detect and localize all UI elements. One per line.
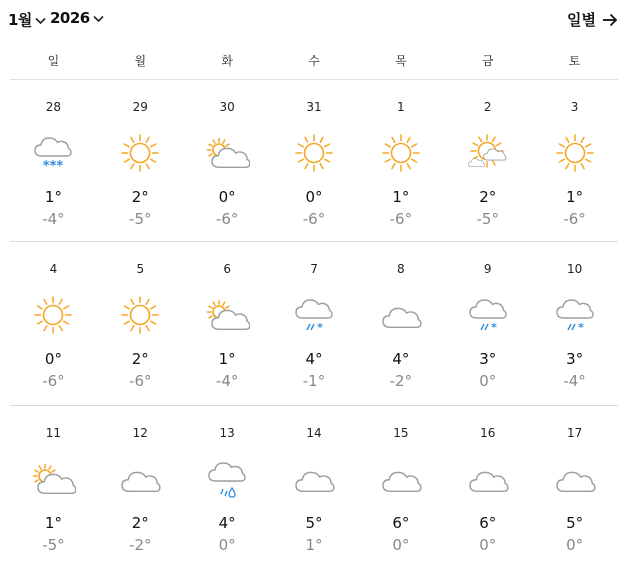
day-date: 6 (223, 262, 231, 276)
weekday-label: 월 (134, 54, 147, 68)
svg-text:*: * (490, 321, 497, 334)
high-temp: 4° (218, 514, 236, 532)
day-cell[interactable] (10, 244, 97, 405)
weekday-label: 일 (47, 54, 60, 68)
day-date: 7 (310, 262, 318, 276)
day-date: 31 (306, 100, 322, 114)
calendar-week-row (10, 408, 618, 568)
day-date: 13 (219, 426, 235, 440)
high-temp: 5° (566, 514, 584, 532)
day-date: 15 (393, 426, 409, 440)
day-cell[interactable] (97, 408, 184, 568)
high-temp: 3° (566, 350, 584, 368)
day-cell[interactable] (184, 82, 271, 241)
day-cell[interactable] (271, 408, 358, 568)
day-cell[interactable] (184, 408, 271, 568)
sun-icon (291, 132, 337, 174)
weekday-label: 수 (308, 54, 320, 68)
day-cell[interactable] (531, 244, 618, 405)
year-selector[interactable] (50, 9, 104, 27)
rain-icon (204, 458, 250, 500)
low-temp: 1° (305, 536, 323, 554)
partly-cloudy-icon (30, 458, 76, 500)
cloud-icon (378, 458, 424, 500)
day-date: 11 (45, 426, 62, 440)
high-temp: 0° (44, 350, 62, 368)
low-temp: -2° (389, 372, 413, 390)
snow-icon (30, 132, 76, 174)
day-date: 30 (219, 100, 235, 114)
high-temp: 2° (131, 514, 149, 532)
weekday-header-row (10, 42, 618, 80)
day-date: 29 (132, 100, 148, 114)
high-temp: 0° (218, 188, 236, 206)
high-temp: 3° (479, 350, 497, 368)
day-cell[interactable] (444, 82, 531, 241)
low-temp: -2° (129, 536, 152, 554)
high-temp: 6° (479, 514, 497, 532)
day-date: 4 (49, 262, 58, 276)
sun-icon (552, 132, 598, 174)
low-temp: -4° (215, 372, 239, 390)
day-cell[interactable] (97, 244, 184, 405)
day-cell[interactable] (357, 82, 444, 241)
arrow-right-icon (602, 13, 618, 27)
day-date: 1 (397, 100, 405, 114)
daily-view-button[interactable] (567, 9, 618, 30)
month-selector[interactable] (8, 9, 46, 30)
low-temp: -5° (129, 210, 152, 228)
high-temp: 1° (566, 188, 584, 206)
day-cell[interactable] (10, 82, 97, 241)
high-temp: 1° (44, 514, 62, 532)
high-temp: 1° (218, 350, 236, 368)
sun-icon (30, 294, 76, 336)
chevron-down-icon (93, 15, 104, 23)
low-temp: -6° (389, 210, 413, 228)
day-date: 8 (397, 262, 405, 276)
chevron-down-icon (35, 17, 46, 25)
low-temp: -4° (563, 372, 586, 390)
low-temp: -6° (42, 372, 65, 390)
mostly-sunny-icon (465, 132, 511, 174)
day-cell[interactable] (444, 408, 531, 568)
year-label: 2026 (50, 9, 90, 27)
sun-icon (117, 132, 163, 174)
low-temp: -5° (42, 536, 65, 554)
day-date: 9 (483, 262, 492, 276)
sleet-icon (552, 294, 598, 336)
low-temp: -4° (42, 210, 65, 228)
high-temp: 1° (392, 188, 410, 206)
cloud-icon (552, 458, 598, 500)
svg-text:*: * (317, 321, 323, 334)
low-temp: -6° (215, 210, 239, 228)
weekday-label: 목 (395, 54, 407, 68)
calendar-header (0, 0, 628, 40)
month-label: 1월 (8, 11, 32, 29)
day-date: 17 (566, 426, 583, 440)
day-cell[interactable] (97, 82, 184, 241)
sleet-icon (291, 294, 337, 336)
low-temp: 0° (218, 536, 236, 554)
day-cell[interactable] (531, 408, 618, 568)
day-date: 16 (480, 426, 496, 440)
cloud-icon (117, 458, 163, 500)
partly-cloudy-icon (204, 132, 250, 174)
day-cell[interactable] (357, 408, 444, 568)
day-date: 28 (45, 100, 62, 114)
low-temp: -6° (302, 210, 326, 228)
high-temp: 2° (479, 188, 497, 206)
day-cell[interactable] (444, 244, 531, 405)
calendar-week-row (10, 82, 618, 242)
low-temp: 0° (479, 536, 497, 554)
day-cell[interactable] (10, 408, 97, 568)
day-cell[interactable] (531, 82, 618, 241)
sleet-icon (465, 294, 511, 336)
low-temp: -6° (129, 372, 152, 390)
sun-icon (117, 294, 163, 336)
low-temp: 0° (392, 536, 410, 554)
high-temp: 2° (131, 350, 149, 368)
cloud-icon (291, 458, 337, 500)
day-date: 12 (132, 426, 148, 440)
sun-icon (378, 132, 424, 174)
day-date: 10 (566, 262, 583, 276)
day-date: 2 (483, 100, 492, 114)
low-temp: -5° (476, 210, 499, 228)
weekday-label: 화 (221, 54, 233, 68)
day-cell[interactable] (271, 82, 358, 241)
high-temp: 2° (131, 188, 149, 206)
daily-view-label: 일별 (567, 11, 596, 29)
weekday-label: 토 (568, 54, 581, 68)
day-cell[interactable] (184, 244, 271, 405)
high-temp: 6° (392, 514, 410, 532)
cloud-icon (378, 294, 424, 336)
cloud-icon (465, 458, 511, 500)
low-temp: 0° (566, 536, 584, 554)
high-temp: 0° (305, 188, 323, 206)
high-temp: 5° (305, 514, 323, 532)
day-date: 14 (306, 426, 322, 440)
low-temp: 0° (479, 372, 497, 390)
day-cell[interactable] (357, 244, 444, 405)
high-temp: 1° (44, 188, 62, 206)
high-temp: 4° (305, 350, 323, 368)
day-cell[interactable] (271, 244, 358, 405)
calendar-week-row (10, 244, 618, 406)
svg-text:***: *** (43, 159, 64, 174)
weekday-label: 금 (481, 54, 494, 68)
high-temp: 4° (392, 350, 410, 368)
svg-text:*: * (577, 321, 584, 334)
day-date: 3 (570, 100, 579, 114)
low-temp: -6° (563, 210, 586, 228)
partly-cloudy-icon (204, 294, 250, 336)
day-date: 5 (136, 262, 145, 276)
low-temp: -1° (302, 372, 326, 390)
